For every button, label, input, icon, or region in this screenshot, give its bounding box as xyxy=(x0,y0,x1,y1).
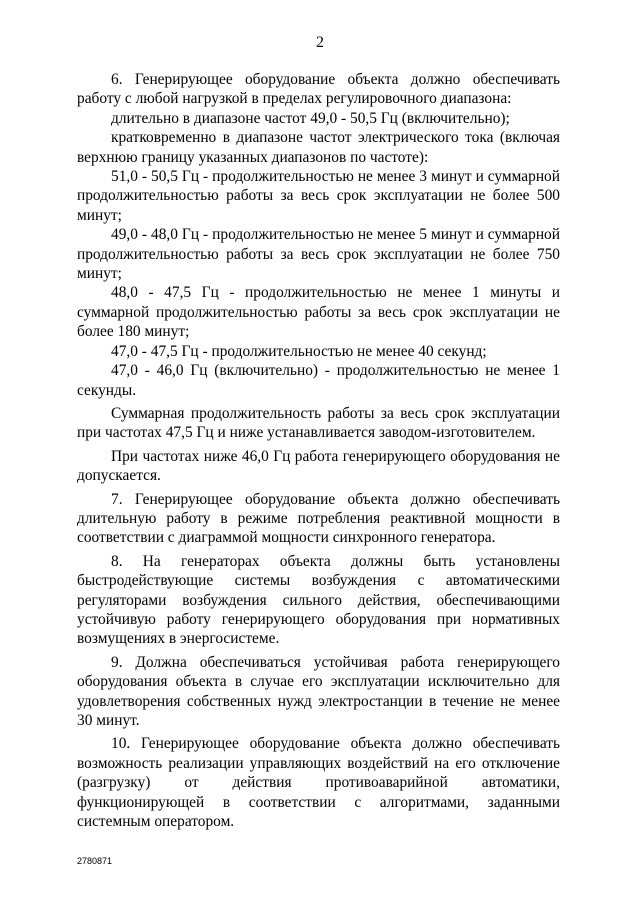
paragraph-item-8: 8. На генераторах объекта должны быть установлены быстродействующие системы возбуждения с автоматическими регуляторами возбуждения сильного действия, обеспечивающими устойчивую работу генерирующего оборудования при нормативных возмущениях в энергосистеме. xyxy=(77,552,560,648)
document-code: 2780871 xyxy=(77,856,113,866)
document-body xyxy=(77,70,560,831)
paragraph-item-6: 6. Генерирующее оборудование объекта должно обеспечивать работу с любой нагрузкой в пределах регулировочного диапазона: xyxy=(77,71,560,108)
paragraph-total-duration: Суммарная продолжительность работы за весь срок эксплуатации при частотах 47,5 Гц и ниже устанавливается заводом-изготовителем. xyxy=(77,404,560,442)
paragraph-long-term-range: длительно в диапазоне частот 49,0 - 50,5 Гц (включительно); xyxy=(111,109,510,127)
paragraph-range-47-47-5: 47,0 - 47,5 Гц - продолжительностью не менее 40 секунд; xyxy=(111,342,487,360)
paragraph-range-47-46: 47,0 - 46,0 Гц (включительно) - продолжительностью не менее 1 секунды. xyxy=(77,362,560,399)
paragraph-short-term-range: кратковременно в диапазоне частот электрического тока (включая верхнюю границу указанных диапазонов по частоте): xyxy=(77,129,560,166)
paragraph-range-48-47-5: 48,0 - 47,5 Гц - продолжительностью не менее 1 минуты и суммарной продолжительностью работы за весь срок эксплуатации не более 180 минут; xyxy=(77,284,560,341)
paragraph-item-7: 7. Генерирующее оборудование объекта должно обеспечивать длительную работу в режиме потребления реактивной мощности в соответствии с диаграммой мощности синхронного генератора. xyxy=(77,490,560,547)
paragraph-item-10: 10. Генерирующее оборудование объекта должно обеспечивать возможность реализации управляющих воздействий на его отключение (разгрузку) от действия противоаварийной автоматики, функционирующей в соответствии с алгоритмами, заданными системным оператором. xyxy=(77,735,560,831)
paragraph-item-9: 9. Должна обеспечиваться устойчивая работа генерирующего оборудования объекта в случае его эксплуатации исключительно для удовлетворения собственных нужд электростанции в течение не менее 30 минут. xyxy=(77,653,560,729)
page-number: 2 xyxy=(316,34,324,51)
paragraph-range-51-50-5: 51,0 - 50,5 Гц - продолжительностью не менее 3 минут и суммарной продолжительностью работы за весь срок эксплуатации не более 500 минут; xyxy=(77,168,560,224)
paragraph-below-46: При частотах ниже 46,0 Гц работа генерирующего оборудования не допускается. xyxy=(77,447,560,485)
paragraph-range-49-48: 49,0 - 48,0 Гц - продолжительностью не менее 5 минут и суммарной продолжительностью работы за весь срок эксплуатации не более 750 минут; xyxy=(77,226,560,283)
